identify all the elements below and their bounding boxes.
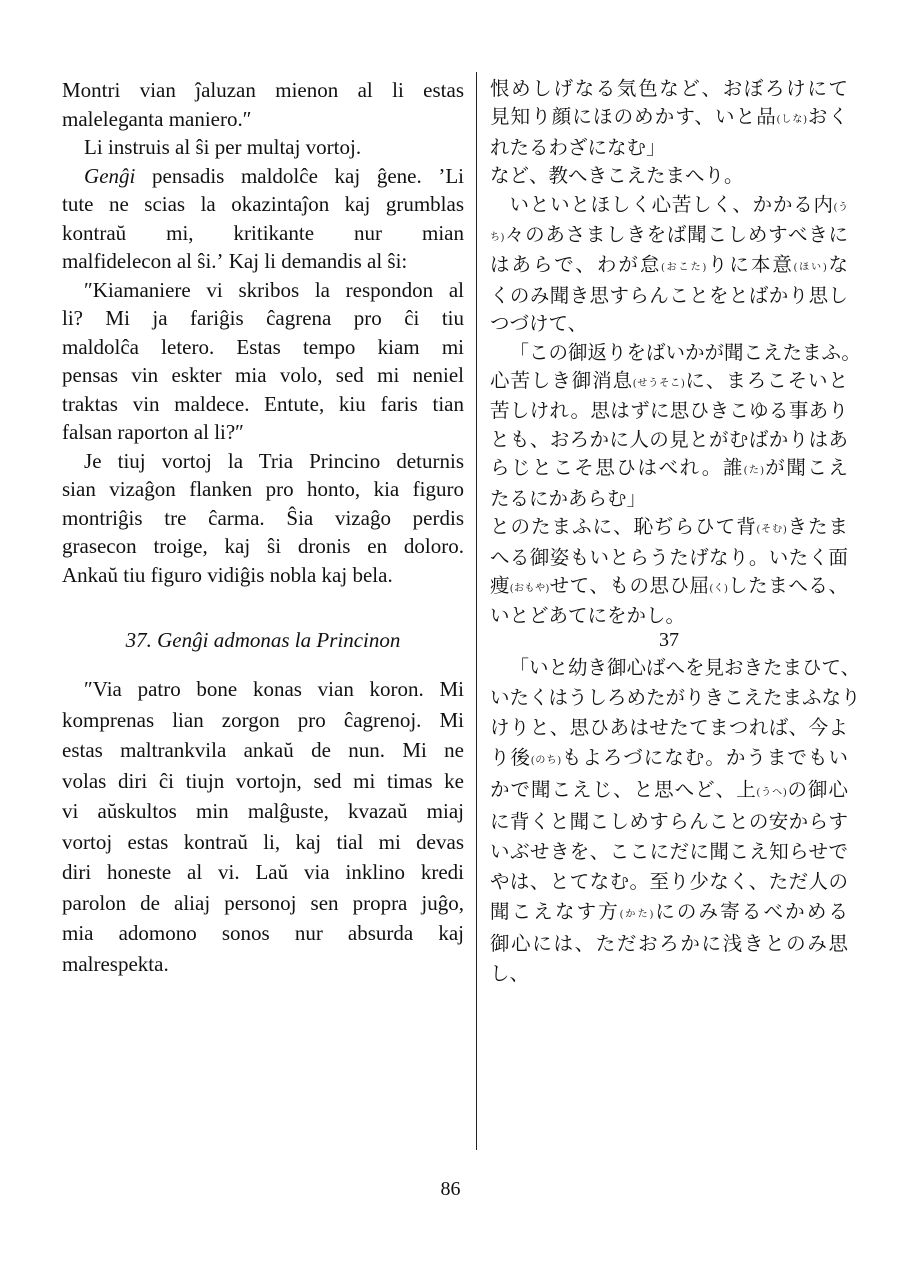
text-line [490, 311, 848, 339]
furigana-reading: (かた) [619, 909, 654, 920]
text-segment: estas maltrankvila ankaŭ de nun. Mi ne [62, 738, 464, 762]
text-line [490, 76, 848, 104]
text-segment: したまへる、 [727, 575, 848, 597]
furigana-reading: ち) [490, 232, 505, 244]
text-line [62, 276, 464, 305]
text-segment: mia adomono sonos nur absurda kaj [62, 921, 464, 945]
text-line [490, 684, 861, 714]
text-segment: せて、もの思ひ屈 [549, 575, 710, 597]
text-line [62, 447, 464, 476]
furigana-reading: (ほい) [793, 262, 827, 274]
text-line [62, 674, 464, 705]
furigana-reading: (う [833, 201, 848, 213]
text-segment: maldolĉa letero. Estas tempo kiam mi [62, 334, 464, 359]
text-segment: tute ne scias la okazintaĵon kaj grumblas [62, 192, 464, 216]
text-segment: 心苦しき御消息 [490, 371, 634, 393]
text-segment: diri honeste al vi. Laŭ via inklino kredi [62, 860, 464, 884]
text-line [490, 163, 848, 191]
text-line [62, 857, 464, 888]
text-line [62, 418, 464, 447]
text-segment: vi aŭskultos min malĝuste, kvazaŭ miaj [62, 799, 464, 823]
text-segment: sian vizaĝon flanken pro honto, kia figuro [62, 477, 464, 501]
page-number: 86 [440, 1178, 461, 1200]
text-segment: し、 [490, 964, 530, 985]
text-line [62, 918, 464, 949]
japanese-column-top [490, 76, 861, 632]
text-line [62, 304, 464, 333]
furigana-reading: (しな) [776, 114, 807, 126]
text-segment: とも、おろかに人の見とがむばかりはあ [490, 429, 848, 451]
text-line [62, 827, 464, 858]
text-line [490, 455, 848, 485]
text-segment: らじとこそ思ひはべれ。誰 [490, 458, 744, 480]
text-line [490, 573, 848, 603]
column-divider [476, 72, 477, 1150]
text-segment: けりと、思ひあはせたてまつれば、今よ [490, 718, 848, 739]
text-segment: Li instruis al ŝi per multaj vortoj. [84, 135, 362, 159]
paragraph [62, 276, 464, 447]
text-segment: いとどあてにをかし。 [490, 606, 686, 628]
section-number: 37 [659, 629, 679, 651]
japanese-column-bottom [490, 654, 861, 990]
text-segment: kontraŭ mi, kritikante nur mian [62, 220, 464, 245]
text-line [62, 162, 464, 191]
text-segment: malrespekta. [62, 951, 169, 976]
esperanto-column-top [62, 76, 464, 589]
text-segment: が聞こえ [763, 458, 848, 480]
text-segment: もよろづになむ。かうまでもい [560, 748, 848, 769]
text-line [62, 190, 464, 219]
text-line [490, 283, 848, 311]
text-line [62, 361, 464, 390]
furigana-reading: (く) [709, 582, 728, 594]
text-segment: の御心 [786, 780, 848, 801]
text-line [62, 735, 464, 766]
paragraph [62, 447, 464, 590]
paragraph [490, 514, 848, 632]
text-line [490, 744, 848, 776]
text-line [490, 714, 848, 744]
text-segment: Ankaŭ tiu figuro vidiĝis nobla kaj bela. [62, 562, 393, 587]
text-line [62, 247, 464, 276]
text-segment: komprenas lian zorgon pro ĉagrenoj. Mi [62, 707, 464, 732]
text-segment: いたくはうしろめたがりきこえたまふなり [490, 688, 861, 709]
furigana-reading: (おもや) [510, 582, 550, 594]
text-segment: pensadis maldolĉe kaj ĝene. ʼLi [135, 163, 464, 188]
text-segment: にのみ寄るべかめる [653, 902, 848, 923]
text-segment: Montri vian ĵaluzan mienon al li estas [62, 78, 464, 102]
paragraph [490, 76, 848, 163]
paragraph [62, 162, 464, 276]
text-segment: 「いと幼き御心ばへを見おきたまひて、 [509, 658, 861, 679]
text-line [490, 340, 861, 368]
text-line [490, 930, 848, 960]
text-line [62, 333, 464, 362]
text-segment: きたま [786, 517, 848, 539]
text-line [62, 475, 464, 504]
paragraph [490, 192, 848, 340]
text-line [62, 705, 464, 736]
text-line [62, 133, 464, 162]
text-segment: かで聞こえじ、と思へど、上 [490, 780, 757, 801]
furigana-reading: (せうそこ) [633, 378, 685, 390]
text-segment: 聞こえなす方 [490, 902, 620, 923]
furigana-reading: (のち) [531, 755, 561, 766]
text-segment: grasecon troige, kaj ŝi dronis en doloro. [62, 534, 464, 558]
text-segment: volas diri ĉi tiujn vortojn, sed mi timas ke [62, 768, 464, 793]
text-line [62, 390, 464, 419]
text-line [62, 949, 464, 980]
text-line [62, 888, 464, 919]
paragraph [490, 163, 848, 191]
paragraph [62, 76, 464, 133]
text-segment: れたるわざになむ」 [490, 137, 666, 159]
text-segment: malfidelecon al ŝi.ʼ Kaj li demandis al ŝi: [62, 249, 408, 273]
text-segment: 痩 [490, 575, 511, 597]
text-line [62, 219, 464, 248]
text-line [490, 222, 848, 252]
text-line [62, 504, 464, 533]
text-segment: り後 [490, 748, 532, 769]
text-segment: 「この御返りをばいかが聞こえたまふ。 [509, 342, 861, 364]
text-segment: に背くと聞こしめすらんことの安からす [490, 812, 848, 833]
text-segment: に、まろこそいと [684, 371, 848, 393]
text-segment: 恨めしげなる気色など、おぼろけにて [490, 79, 848, 100]
text-line [490, 868, 848, 898]
text-segment: 御心には、ただおろかに浅きとのみ思 [490, 934, 848, 955]
text-line [490, 898, 848, 930]
text-segment: montriĝis tre ĉarma. Ŝia vizaĝo perdis [62, 505, 464, 530]
paragraph [490, 654, 861, 990]
text-line [490, 654, 861, 684]
text-line [490, 960, 848, 990]
section-heading: 37. Genĝi admonas la Princinon [125, 628, 401, 652]
text-line [490, 427, 848, 455]
text-segment: いといとほしく心苦しく、かかる内 [509, 194, 834, 216]
text-segment: 見知り顔にほのめかす、いと品 [490, 107, 777, 129]
paragraph [62, 674, 464, 979]
esperanto-column-bottom [62, 674, 464, 979]
text-segment: li? Mi ja fariĝis ĉagrena pro ĉi tiu [62, 306, 464, 330]
text-segment: くのみ聞き思すらんことをとばかり思し [490, 285, 848, 307]
text-segment: な [826, 255, 848, 277]
furigana-reading: (うへ) [756, 787, 787, 798]
text-segment: など、教へきこえたまへり。 [490, 166, 744, 188]
text-line [490, 192, 848, 222]
text-segment: parolon de aliaj personoj sen propra juĝo, [62, 890, 464, 915]
text-segment: たるにかあらむ」 [490, 488, 647, 510]
furigana-reading: (おこた) [661, 262, 706, 274]
paragraph [490, 340, 861, 514]
text-segment: やは、とてなむ。至り少なく、ただ人の [490, 872, 848, 893]
text-line [62, 532, 464, 561]
text-segment: へる御姿もいとらうたげなり。いたく面 [490, 547, 848, 569]
text-line [62, 105, 464, 134]
text-line [490, 545, 848, 573]
text-segment: vortoj estas kontraŭ li, kaj tial mi devas [62, 829, 464, 854]
text-line [490, 252, 848, 282]
text-line [490, 808, 848, 838]
text-segment: とのたまふに、恥ぢらひて背 [490, 517, 757, 539]
text-segment: traktas vin maldece. Entute, kiu faris tian [62, 391, 464, 416]
text-segment: はあらで、わが怠 [490, 255, 662, 277]
text-segment: ″Kiamaniere vi skribos la respondon al [84, 277, 464, 302]
furigana-reading: (そむ) [756, 524, 787, 536]
text-line [490, 486, 848, 514]
text-line [62, 766, 464, 797]
italic-name: Genĝi [84, 163, 136, 188]
text-line [490, 104, 848, 134]
text-line [62, 561, 464, 590]
text-line [490, 514, 848, 544]
text-segment: つづけて、 [490, 314, 588, 336]
text-segment: りに本意 [705, 255, 794, 277]
text-segment: falsan raporton al li?″ [62, 420, 244, 444]
text-line [490, 368, 848, 398]
text-line [490, 838, 848, 868]
text-line [490, 398, 848, 426]
text-line [62, 796, 464, 827]
furigana-reading: (た) [743, 465, 764, 477]
text-line [62, 76, 464, 105]
text-segment: おく [806, 107, 848, 129]
text-segment: ″Via patro bone konas vian koron. Mi [84, 677, 464, 701]
text-segment: 々のあさましきをば聞こしめすべきに [504, 225, 848, 247]
text-line [490, 776, 848, 808]
text-line [490, 135, 848, 163]
text-segment: 苦しけれ。思はずに思ひきこゆる事あり [490, 401, 848, 423]
text-segment: pensas vin eskter mia volo, sed mi neniel [62, 363, 464, 387]
paragraph [62, 133, 464, 162]
text-segment: maleleganta maniero.″ [62, 106, 252, 131]
text-segment: いぶせきを、ここにだに聞こえ知らせで [490, 842, 848, 863]
text-segment: Je tiuj vortoj la Tria Princino deturnis [84, 448, 464, 473]
